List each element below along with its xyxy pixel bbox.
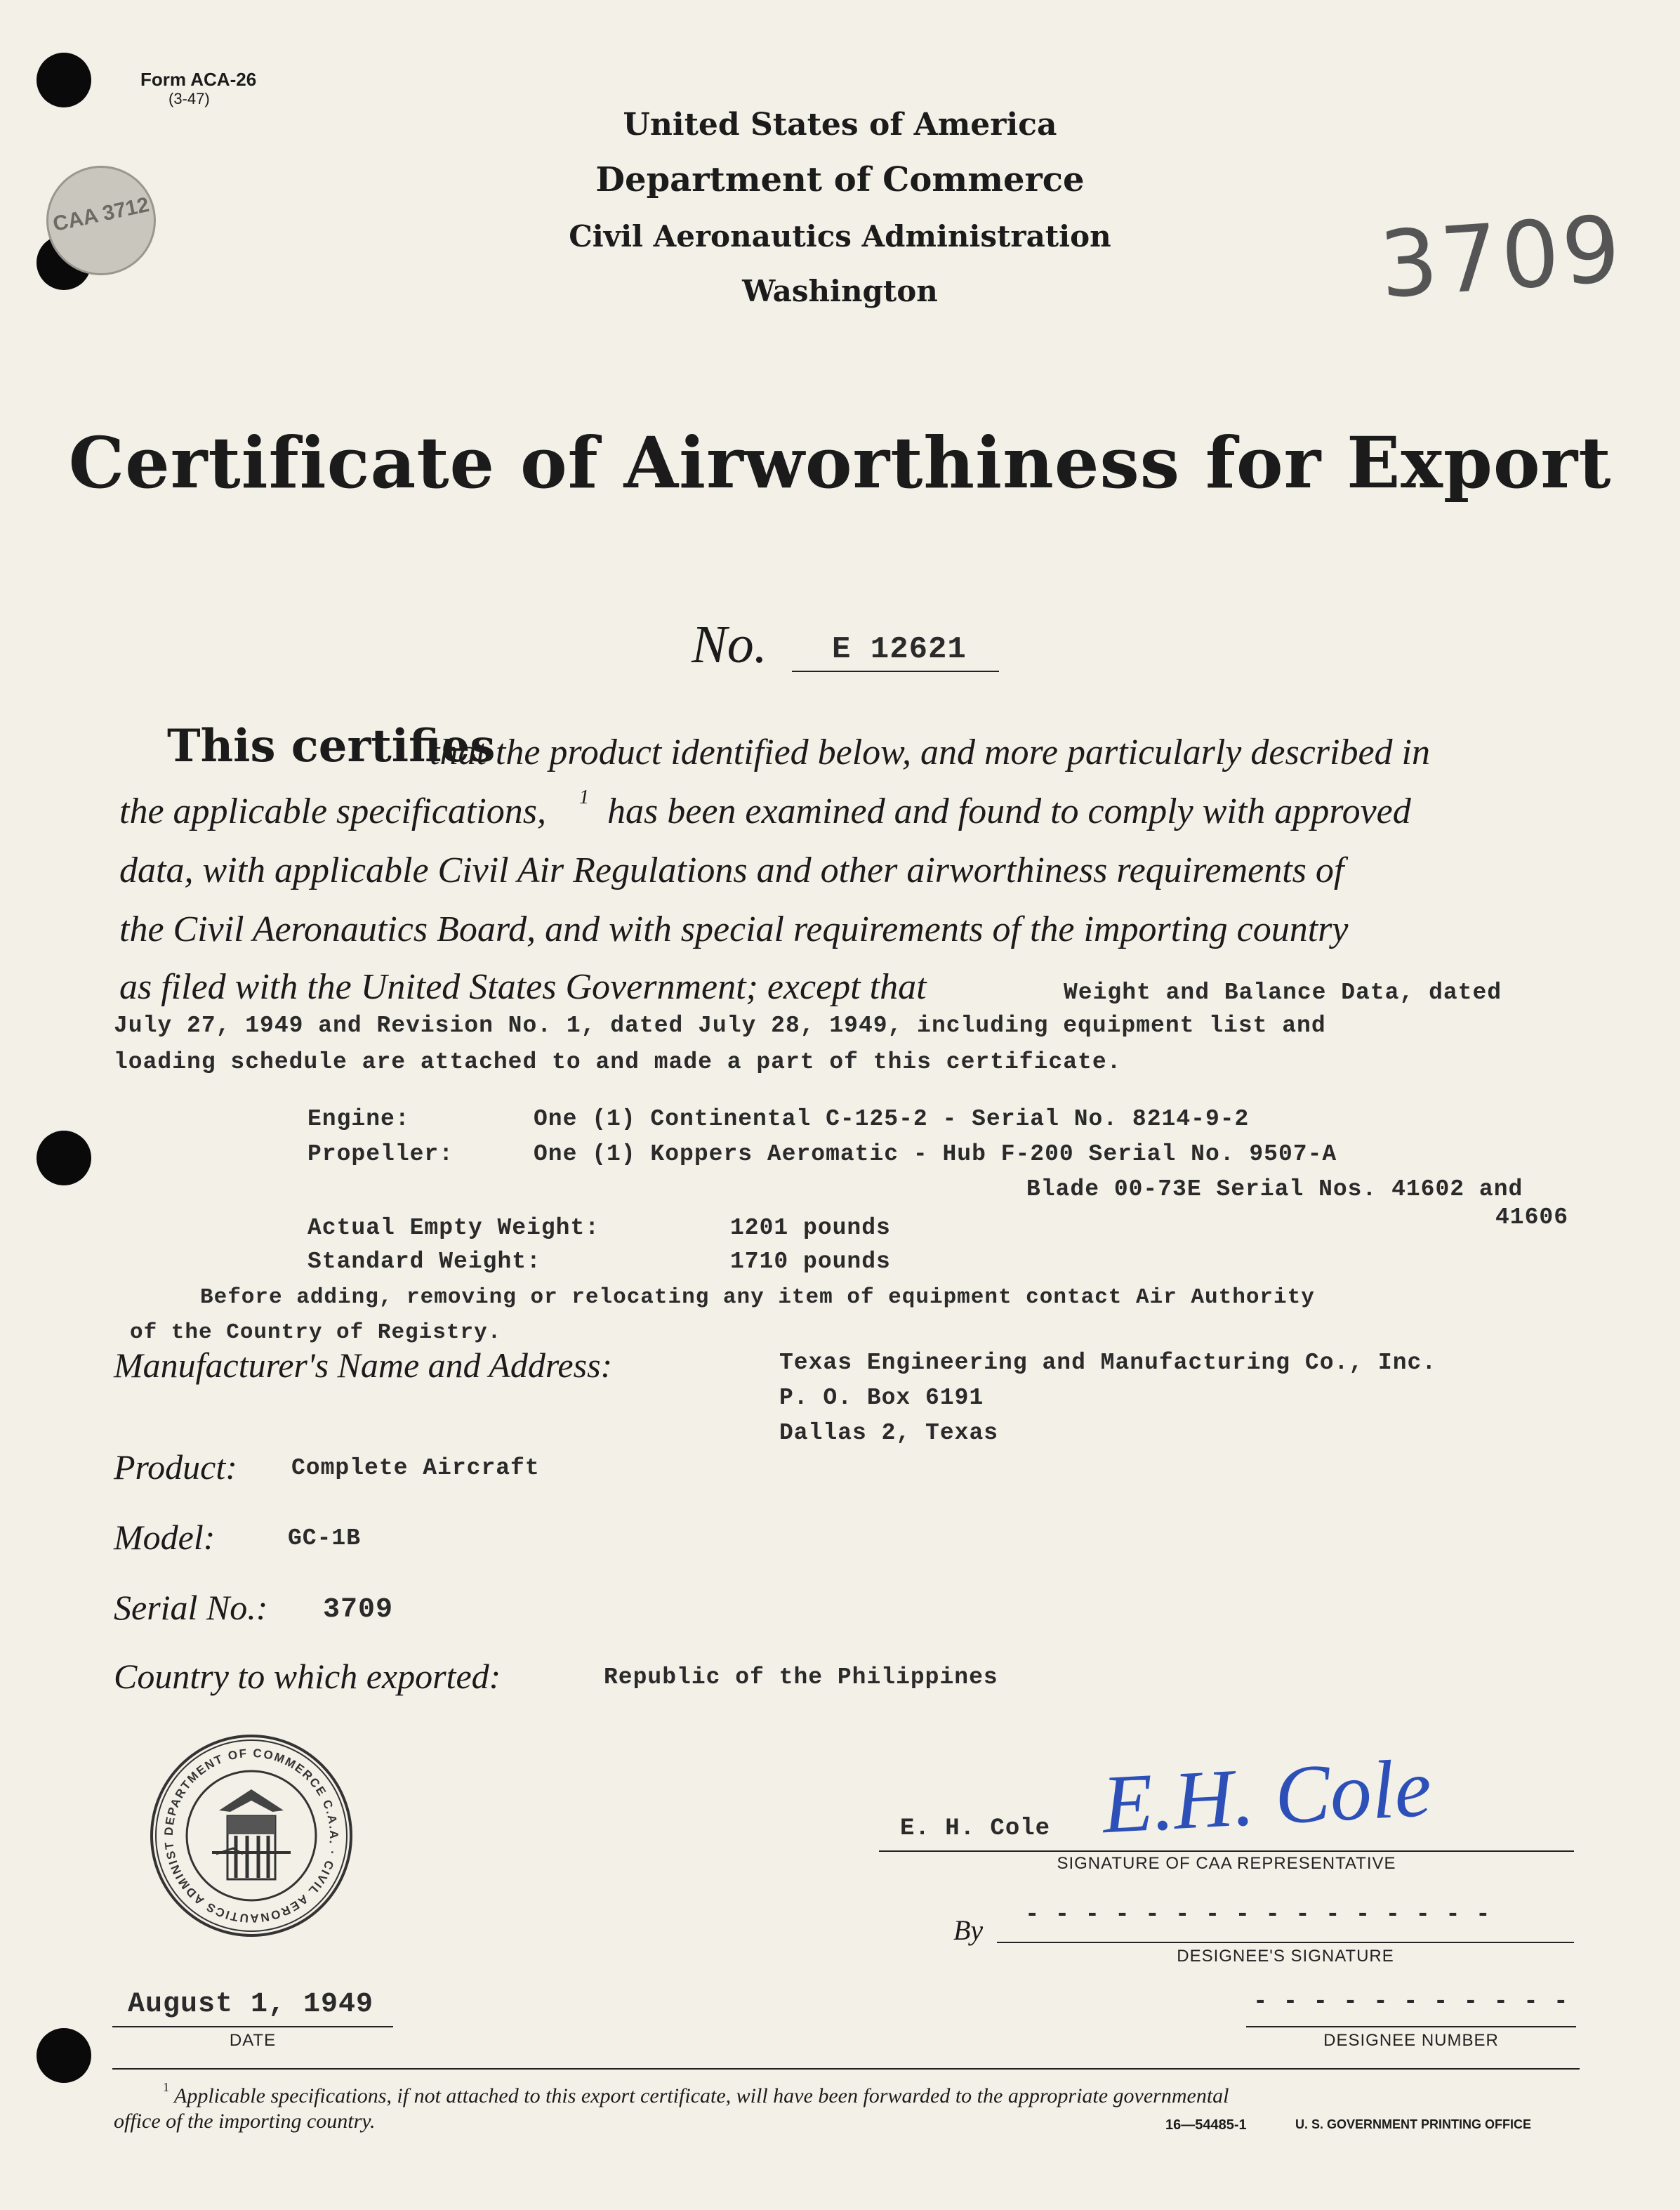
page-title: Certificate of Airworthiness for Export — [68, 421, 1612, 504]
manufacturer-label: Manufacturer's Name and Address: — [114, 1346, 613, 1385]
model-value: GC-1B — [288, 1525, 362, 1551]
date-line — [112, 2026, 393, 2027]
date-value: August 1, 1949 — [128, 1989, 374, 2020]
model-label: Model: — [114, 1518, 216, 1557]
designee-number-line — [1246, 2026, 1576, 2027]
product-label: Product: — [114, 1447, 237, 1487]
blade-value: Blade 00-73E Serial Nos. 41602 and — [1026, 1176, 1523, 1202]
body-line-3: data, with applicable Civil Air Regulations and other airworthiness requirements of — [119, 850, 1344, 890]
empty-weight-label: Actual Empty Weight: — [307, 1215, 600, 1241]
country-value: Republic of the Philippines — [604, 1664, 998, 1690]
rep-name: E. H. Cole — [900, 1815, 1051, 1842]
body-line-4: the Civil Aeronautics Board, and with special requirements of the importing country — [119, 909, 1349, 949]
body-line-1: that the product identified below, and more particularly described in — [430, 732, 1430, 772]
footer-rule — [112, 2068, 1580, 2070]
engine-label: Engine: — [307, 1106, 410, 1132]
form-id: Form ACA-26 — [140, 69, 257, 90]
body-lead: This certifies — [167, 720, 496, 772]
punch-hole — [37, 53, 91, 107]
punch-hole — [37, 2028, 91, 2083]
footer-footnote-mark: 1 — [163, 2080, 169, 2094]
except-line-1: Weight and Balance Data, dated — [1064, 980, 1502, 1006]
manufacturer-line-3: Dallas 2, Texas — [779, 1420, 999, 1446]
manufacturer-line-2: P. O. Box 6191 — [779, 1385, 984, 1411]
manufacturer-line-1: Texas Engineering and Manufacturing Co., Inc. — [779, 1350, 1437, 1376]
header-department: Department of Commerce — [595, 160, 1085, 199]
punch-hole — [37, 1131, 91, 1185]
header-administration: Civil Aeronautics Administration — [569, 219, 1111, 254]
designee-number-value: - - - - - - - - - - - — [1253, 1989, 1569, 2015]
seal-graphic — [149, 1733, 354, 1938]
date-caption: DATE — [229, 2031, 277, 2050]
standard-weight-value: 1710 pounds — [730, 1249, 891, 1275]
country-label: Country to which exported: — [114, 1657, 501, 1696]
certificate-no-underline — [792, 671, 999, 672]
equipment-note-line-1: Before adding, removing or relocating any item of equipment contact Air Authority — [200, 1285, 1315, 1310]
footer-footnote-line-1: Applicable specifications, if not attached to this export certificate, will have been forwarded to the appropriate governmental — [174, 2084, 1229, 2107]
engine-value: One (1) Continental C-125-2 - Serial No. 8214-9-2 — [534, 1106, 1250, 1132]
form-revision: (3-47) — [168, 90, 210, 107]
body-line-5: as filed with the United States Government; except that — [119, 967, 927, 1007]
propeller-label: Propeller: — [307, 1141, 454, 1167]
serial-value: 3709 — [323, 1594, 394, 1626]
product-value: Complete Aircraft — [291, 1455, 540, 1481]
footnote-mark: 1 — [579, 787, 589, 808]
department-seal — [149, 1733, 354, 1938]
body-line-2b: has been examined and found to comply with approved — [607, 791, 1411, 831]
blade-value-2: 41606 — [1495, 1204, 1569, 1230]
header-country: United States of America — [623, 107, 1057, 143]
by-label: By — [953, 1914, 984, 1946]
equipment-note-line-2: of the Country of Registry. — [130, 1320, 502, 1345]
standard-weight-label: Standard Weight: — [307, 1249, 541, 1275]
designee-signature-value: - - - - - - - - - - - - - - - - — [1025, 1902, 1491, 1928]
serial-label: Serial No.: — [114, 1588, 268, 1627]
rep-signature: E.H. Cole — [1099, 1741, 1434, 1851]
caa-stamp-text: CAA 3712 — [51, 192, 152, 237]
body-line-2a: the applicable specifications, — [119, 791, 546, 831]
designee-number-caption: DESIGNEE NUMBER — [1323, 2031, 1499, 2050]
handwritten-number: 3709 — [1376, 195, 1627, 319]
except-line-2: July 27, 1949 and Revision No. 1, dated July 28, 1949, including equipment list and — [114, 1013, 1326, 1039]
rep-signature-line — [879, 1850, 1574, 1852]
footer-footnote-line-2: office of the importing country. — [114, 2110, 376, 2133]
printer: U. S. GOVERNMENT PRINTING OFFICE — [1295, 2117, 1532, 2131]
empty-weight-value: 1201 pounds — [730, 1215, 891, 1241]
designee-caption: DESIGNEE'S SIGNATURE — [1177, 1947, 1394, 1966]
designee-signature-line — [997, 1942, 1574, 1943]
propeller-value: One (1) Koppers Aeromatic - Hub F-200 Serial No. 9507-A — [534, 1141, 1337, 1167]
print-code: 16—54485-1 — [1165, 2117, 1247, 2133]
certificate-no-label: No. — [692, 615, 767, 674]
certificate-no-value: E 12621 — [832, 632, 967, 667]
seal-text: DEPARTMENT OF COMMERCE C.A.A. · CIVIL AERONAUTICS ADMINIST — [161, 1746, 341, 1926]
header-city: Washington — [742, 274, 938, 308]
rep-caption: SIGNATURE OF CAA REPRESENTATIVE — [1057, 1854, 1396, 1873]
except-line-3: loading schedule are attached to and made a part of this certificate. — [114, 1049, 1122, 1075]
